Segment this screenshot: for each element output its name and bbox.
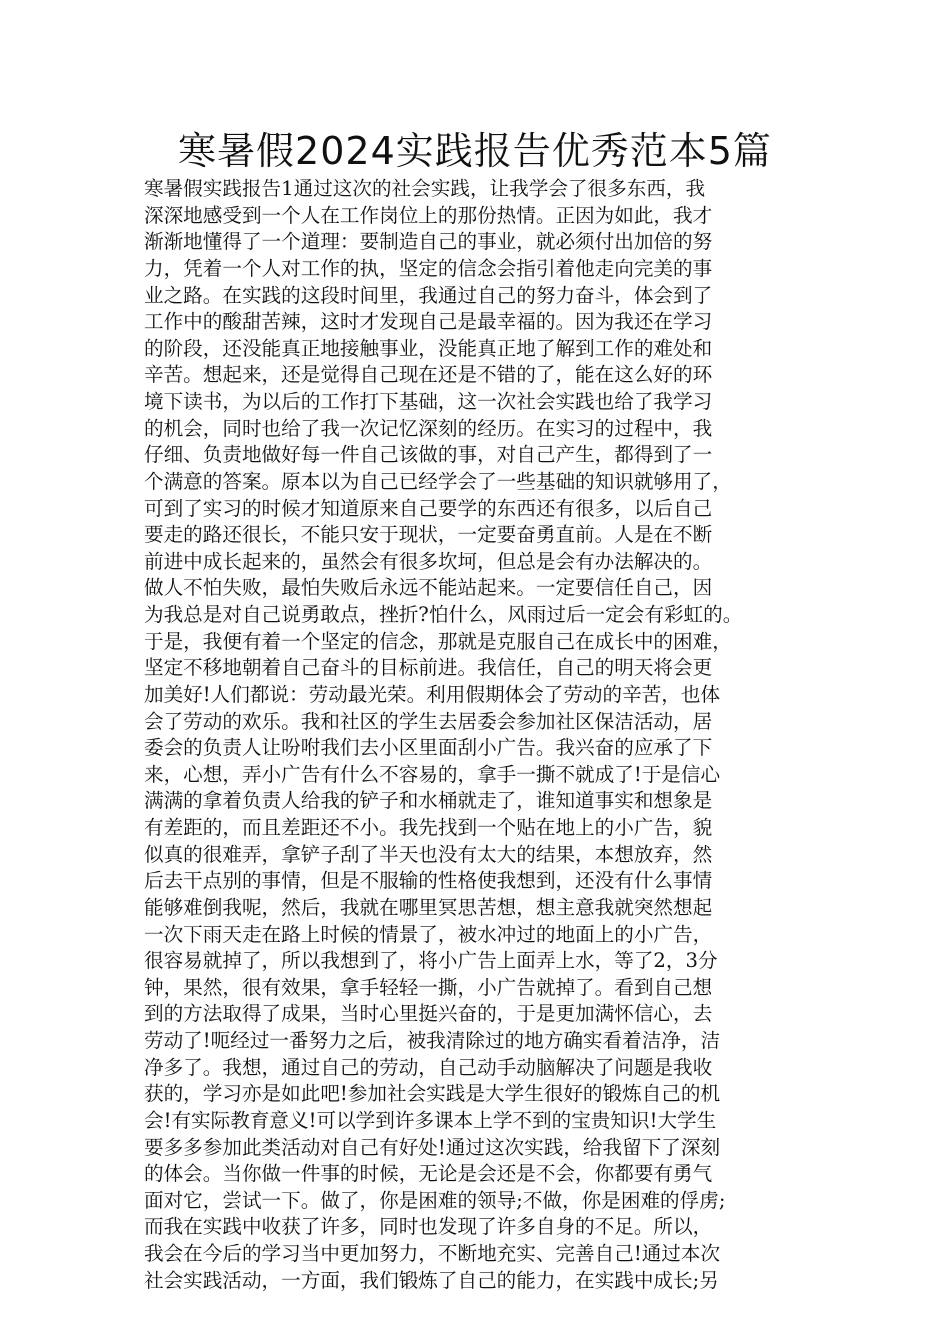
- document-body: [144, 176, 808, 1294]
- body-text-line: 而我在实践中收获了许多，同时也发现了许多自身的不足。所以，: [144, 1215, 713, 1239]
- body-text-line: 一次下雨天走在路上时候的情景了，被水冲过的地面上的小广告，: [144, 922, 713, 946]
- body-text-line: 境下读书，为以后的工作打下基础，这一次社会实践也给了我学习: [144, 390, 713, 413]
- body-text-line: 要多多参加此类活动对自己有好处!通过这次实践，给我留下了深刻: [144, 1135, 721, 1159]
- body-text-line: 做人不怕失败，最怕失败后永远不能站起来。一定要信任自己，因: [144, 576, 713, 600]
- document-title: 寒暑假2024实践报告优秀范本5篇: [178, 129, 772, 173]
- body-text-line: 深深地感受到一个人在工作岗位上的那份热情。正因为如此，我才: [144, 203, 713, 227]
- body-text-line: 获的，学习亦是如此吧!参加社会实践是大学生很好的锻炼自己的机: [144, 1082, 721, 1106]
- body-text-line: 似真的很难弄，拿铲子刮了半天也没有太大的结果，本想放弃，然: [144, 842, 713, 866]
- body-text-line: 要走的路还很长，不能只安于现状，一定要奋勇直前。人是在不断: [144, 523, 713, 547]
- body-text-line: 委会的负责人让吩咐我们去小区里面刮小广告。我兴奋的应承了下: [144, 736, 713, 760]
- body-text-line: 会!有实际教育意义!可以学到许多课本上学不到的宝贵知识!大学生: [144, 1108, 717, 1132]
- body-text-line: 可到了实习的时候才知道原来自己要学的东西还有很多，以后自己: [144, 496, 713, 520]
- body-text-line: 后去干点别的事情，但是不服输的性格使我想到，还没有什么事情: [144, 869, 713, 893]
- body-text-line: 个满意的答案。原本以为自己已经学会了一些基础的知识就够用了，: [144, 469, 732, 493]
- body-text-line: 社会实践活动，一方面，我们锻炼了自己的能力，在实践中成长;另: [144, 1268, 719, 1292]
- body-text-line: 仔细、负责地做好每一件自己该做的事，对自己产生，都得到了一: [144, 443, 713, 467]
- body-text-line: 面对它，尝试一下。做了，你是困难的领导;不做，你是困难的俘虏;: [144, 1188, 726, 1212]
- body-text-line: 来，心想，弄小广告有什么不容易的，拿手一撕不就成了!于是信心: [144, 762, 721, 786]
- body-text-line: 为我总是对自己说勇敢点，挫折?怕什么，风雨过后一定会有彩虹的。: [144, 603, 743, 626]
- body-text-line: 渐渐地懂得了一个道理：要制造自己的事业，就必须付出加倍的努: [144, 230, 713, 254]
- body-text-line: 寒暑假实践报告1通过这次的社会实践，让我学会了很多东西，我: [144, 177, 706, 200]
- body-text-line: 有差距的，而且差距还不小。我先找到一个贴在地上的小广告，貌: [144, 816, 713, 839]
- body-text-line: 业之路。在实践的这段时间里，我通过自己的努力奋斗，体会到了: [144, 283, 713, 307]
- body-text-line: 的机会，同时也给了我一次记忆深刻的经历。在实习的过程中，我: [144, 416, 713, 440]
- body-text-line: 加美好!人们都说：劳动最光荣。利用假期体会了劳动的辛苦，也体: [144, 682, 721, 706]
- body-text-line: 能够难倒我呢，然后，我就在哪里冥思苦想，想主意我就突然想起: [144, 895, 713, 919]
- body-text-line: 前进中成长起来的，虽然会有很多坎坷，但总是会有办法解决的。: [144, 549, 713, 573]
- body-text-line: 于是，我便有着一个坚定的信念，那就是克服自己在成长中的困难，: [144, 629, 732, 653]
- body-text-line: 满满的拿着负责人给我的铲子和水桶就走了，谁知道事实和想象是: [144, 789, 713, 813]
- body-text-line: 我会在今后的学习当中更加努力，不断地充实、完善自己!通过本次: [144, 1242, 721, 1265]
- body-text-line: 的体会。当你做一件事的时候，无论是会还是不会，你都要有勇气: [144, 1162, 713, 1186]
- body-text-line: 坚定不移地朝着自己奋斗的目标前进。我信任，自己的明天将会更: [144, 656, 713, 680]
- body-text-line: 净多了。我想，通过自己的劳动，自己动手动脑解决了问题是我收: [144, 1055, 713, 1079]
- body-text-line: 劳动了!呃经过一番努力之后，被我清除过的地方确实看着洁净，洁: [144, 1029, 721, 1052]
- body-text-line: 工作中的酸甜苦辣，这时才发现自己是最幸福的。因为我还在学习: [144, 310, 713, 334]
- body-text-line: 钟，果然，很有效果，拿手轻轻一撕，小广告就掉了。看到自己想: [144, 975, 713, 999]
- body-text-line: 到的方法取得了成果，当时心里挺兴奋的，于是更加满怀信心，去: [144, 1002, 713, 1026]
- body-text-line: 力，凭着一个人对工作的执，坚定的信念会指引着他走向完美的事: [144, 256, 713, 280]
- body-text-line: 的阶段，还没能真正地接触事业，没能真正地了解到工作的难处和: [144, 336, 713, 360]
- body-text-line: 辛苦。想起来，还是觉得自己现在还是不错的了，能在这么好的环: [144, 363, 713, 387]
- body-text-line: 很容易就掉了，所以我想到了，将小广告上面弄上水，等了2，3分: [144, 949, 718, 973]
- body-text-line: 会了劳动的欢乐。我和社区的学生去居委会参加社区保洁活动，居: [144, 709, 713, 733]
